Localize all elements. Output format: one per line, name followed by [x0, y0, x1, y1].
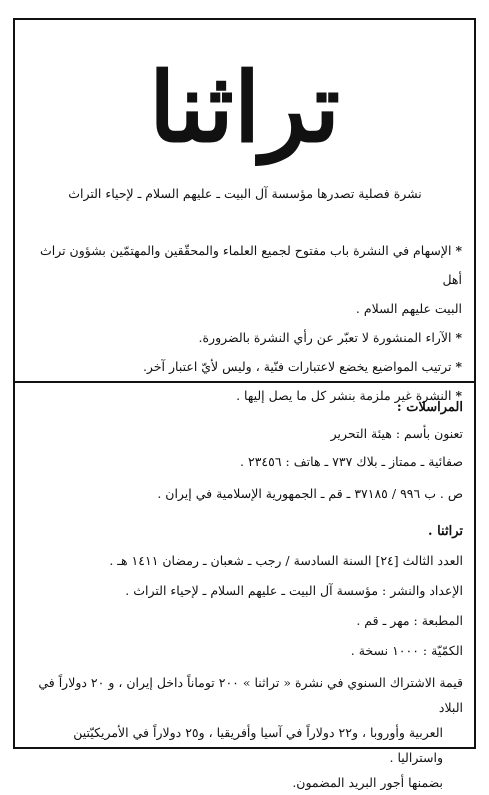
correspondence-addressee: تعنون بأسم : هيئة التحرير — [330, 426, 463, 441]
correspondence-pobox: ص . ب ٩٩٦ / ٣٧١٨٥ ـ قم ـ الجمهورية الإسلامية في إيران . — [157, 486, 463, 501]
bullet-star-icon: * — [455, 330, 462, 345]
issue-press: المطبعة : مهر ـ قم . — [356, 613, 463, 628]
bullet-star-icon: * — [455, 388, 462, 403]
issue-publisher: الإعداد والنشر : مؤسسة آل البيت ـ عليهم السلام ـ لإحياء التراث . — [125, 583, 463, 598]
guidelines-list — [30, 236, 462, 410]
guideline-item-continuation: البيت عليهم السلام . — [355, 301, 462, 316]
issue-heading: تراثنا . — [428, 524, 463, 539]
subscription-line: العربية وأوروبا ، و٢٢ دولاراً في آسيا وأفريقيا ، و٢٥ دولاراً في الأمريكيّتين واستراليا . — [73, 725, 443, 765]
bullet-star-icon: * — [455, 243, 462, 258]
guideline-item: *الآراء المنشورة لا تعبّر عن رأي النشرة بالضرورة. — [198, 330, 462, 345]
bullet-star-icon: * — [455, 359, 462, 374]
correspondence-address: صفائية ـ ممتاز ـ بلاك ٧٣٧ ـ هاتف : ٢٣٤٥٦ . — [240, 454, 463, 469]
guideline-item: *الإسهام في النشرة باب مفتوح لجميع العلماء والمحقّقين والمهتمّين بشؤون تراث أهل — [39, 243, 462, 287]
subscription-line: بضمنها أجور البريد المضمون. — [292, 775, 443, 790]
subtitle: نشرة فصلية تصدرها مؤسسة آل البيت ـ عليهم السلام ـ لإحياء التراث — [68, 186, 422, 201]
issue-number: العدد الثالث [٢٤] السنة السادسة / رجب ـ شعبان ـ رمضان ١٤١١ هـ . — [109, 553, 463, 568]
correspondence-heading: المراسلات : — [396, 400, 463, 415]
publication-info — [26, 396, 463, 795]
masthead-logo: تراثنا — [148, 51, 341, 164]
guideline-item: *النشرة غير ملزمة بنشر كل ما يصل إليها . — [236, 388, 462, 403]
subscription-line: قيمة الاشتراك السنوي في نشرة « تراثنا » ٢٠٠ توماناً داخل إيران ، و ٢٠ دولاراً في البلاد — [38, 675, 463, 715]
guideline-item: *ترتيب المواضيع يخضع لاعتبارات فنّية ، وليس لأيّ اعتبار آخر. — [142, 359, 462, 374]
issue-copies: الكمّيّة : ١٠٠٠ نسخة . — [350, 643, 463, 658]
